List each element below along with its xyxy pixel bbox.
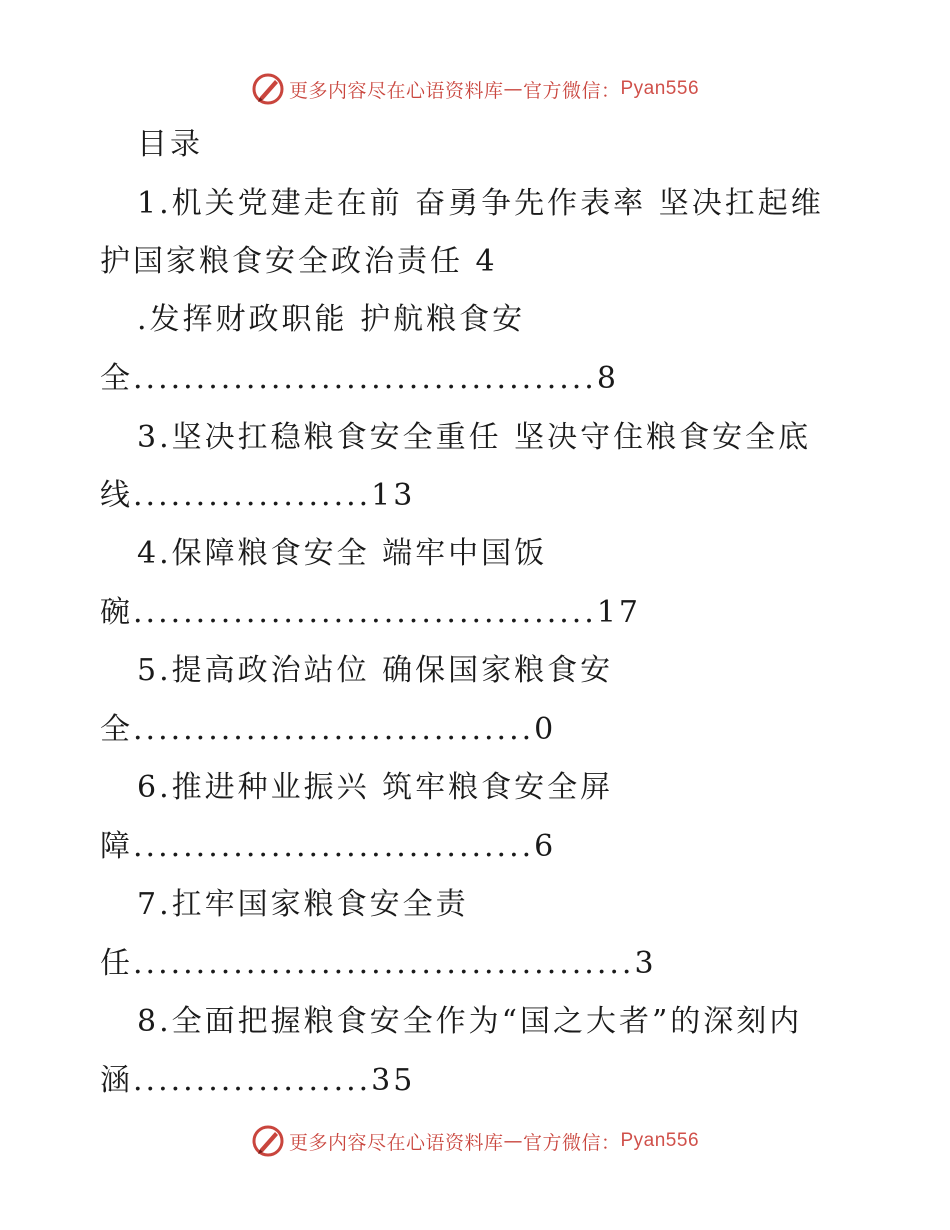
toc-heading: 目录 — [137, 127, 203, 162]
watermark-text: 更多内容尽在心语资料库 — [288, 79, 504, 102]
toc-entry-6-line-1: 6.推进种业振兴 筑牢粮食安全屏 — [137, 770, 614, 805]
watermark-separator: — — [503, 78, 523, 100]
watermark-contact: 官方微信： — [522, 1131, 621, 1154]
toc-entry-4-line-1: 4.保障粮食安全 端牢中国饭 — [137, 536, 548, 571]
toc-entry-4-line-2: 碗.....................................17 — [100, 595, 642, 630]
pen-logo-icon — [251, 72, 285, 106]
watermark-contact: 官方微信： — [522, 79, 621, 102]
watermark-text: 更多内容尽在心语资料库 — [288, 1131, 504, 1154]
toc-entry-6-line-2: 障................................6 — [100, 829, 557, 864]
watermark-separator: — — [503, 1130, 523, 1152]
toc-entry-7-line-2: 任........................................3 — [100, 946, 657, 981]
toc-entry-2-line-1: .发挥财政职能 护航粮食安 — [137, 302, 526, 337]
toc-entry-5-line-1: 5.提高政治站位 确保国家粮食安 — [137, 653, 614, 688]
toc-entry-2-line-2: 全.....................................8 — [100, 361, 619, 396]
toc-entry-3-line-1: 3.坚决扛稳粮食安全重任 坚决守住粮食安全底 — [137, 420, 812, 455]
footer-watermark — [0, 1124, 950, 1158]
toc-entry-8-line-2: 涵...................35 — [100, 1063, 416, 1098]
toc-entry-5-line-2: 全................................0 — [100, 712, 557, 747]
toc-entry-1-line-1: 1.机关党建走在前 奋勇争先作表率 坚决扛起维 — [137, 186, 824, 221]
watermark-id: Pyan556 — [620, 1130, 700, 1151]
toc-entry-1-line-2: 护国家粮食安全政治责任 4 — [100, 244, 498, 279]
watermark-id: Pyan556 — [620, 78, 700, 99]
toc-entry-3-line-2: 线...................13 — [100, 478, 416, 513]
toc-entry-8-line-1: 8.全面把握粮食安全作为“国之大者”的深刻内 — [137, 1004, 803, 1039]
header-watermark — [0, 72, 950, 106]
pen-logo-icon — [251, 1124, 285, 1158]
toc-entry-7-line-1: 7.扛牢国家粮食安全责 — [137, 887, 469, 922]
